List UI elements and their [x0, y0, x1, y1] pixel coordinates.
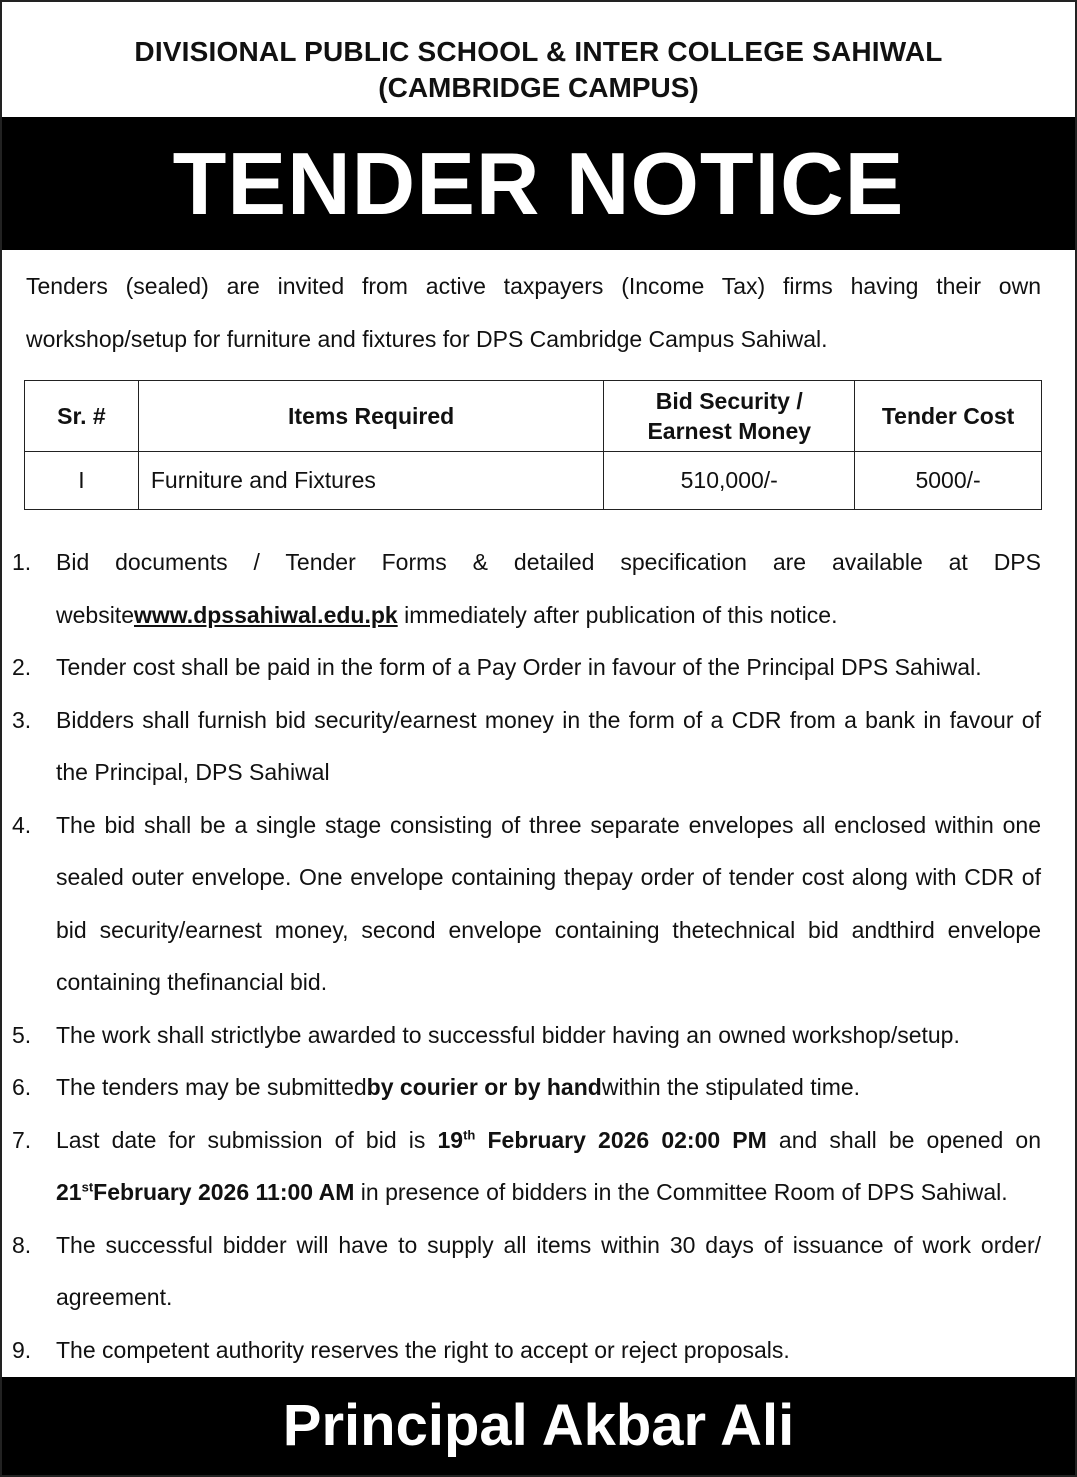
website-link[interactable]: www.dpssahiwal.edu.pk — [133, 601, 398, 628]
tender-table — [24, 380, 1042, 510]
condition-item — [12, 536, 1041, 641]
condition-text-part: The tenders may be submitted — [56, 1074, 367, 1100]
condition-text-part: Last date for submission of bid is — [56, 1126, 438, 1153]
condition-text: The bid shall be a single stage consisting of three separate envelopes all enclosed within one sealed outer envelope. One envelope containing thepay order of tender cost along with CDR of bid security/earnest money, second envelope containing thetechnical bid andthird envelope containing thefinancial bid. — [56, 811, 1041, 995]
deadline-rest: February 2026 02:00 PM — [475, 1126, 767, 1153]
condition-number: 3. — [12, 706, 32, 733]
school-name: DIVISIONAL PUBLIC SCHOOL & INTER COLLEGE SAHIWAL — [134, 36, 943, 67]
deadline-day: 19 — [437, 1126, 464, 1153]
condition-text — [56, 1114, 1041, 1219]
condition-text: The work shall strictlybe awarded to successful bidder having an owned workshop/setup. — [56, 1021, 960, 1048]
cell-bid-security: 510,000/- — [604, 452, 855, 510]
header-bid-line1: Bid Security / — [655, 388, 803, 414]
header-sr: Sr. # — [25, 381, 139, 452]
header-bid-line2: Earnest Money — [647, 418, 812, 444]
condition-number: 4. — [12, 811, 32, 838]
condition-item — [12, 694, 1041, 799]
opening-day: 21 — [56, 1179, 82, 1205]
condition-number: 7. — [12, 1126, 32, 1153]
condition-text-part: immediately after publication of this notice. — [397, 601, 838, 628]
condition-number: 6. — [12, 1074, 32, 1100]
submission-deadline — [437, 1127, 766, 1153]
cell-item: Furniture and Fixtures — [138, 452, 603, 510]
cell-tender-cost: 5000/- — [855, 452, 1042, 510]
condition-item — [12, 1009, 1041, 1062]
condition-text: Bidders shall furnish bid security/earnest money in the form of a CDR from a bank in favour of the Principal, DPS Sahiwal — [56, 706, 1041, 785]
header-tender-cost: Tender Cost — [855, 381, 1042, 452]
condition-text-part: within the stipulated time. — [601, 1074, 861, 1100]
condition-item — [12, 1324, 1041, 1377]
condition-text — [56, 1061, 1041, 1114]
condition-number: 2. — [12, 654, 32, 680]
condition-text: The competent authority reserves the right to accept or reject proposals. — [56, 1336, 790, 1363]
opening-day-suffix: st — [81, 1179, 94, 1195]
condition-item — [12, 799, 1041, 1009]
submission-method: by courier or by hand — [366, 1074, 602, 1100]
condition-item — [12, 1114, 1041, 1219]
campus-name: (CAMBRIDGE CAMPUS) — [378, 72, 699, 103]
table-header-row — [25, 381, 1042, 452]
condition-text-part: Bid documents / Tender Forms & detailed specification are available at DPS website — [56, 549, 1041, 628]
conditions-list — [2, 536, 1075, 1376]
condition-text-part: in presence of bidders in the Committee Room of DPS Sahiwal. — [354, 1179, 1008, 1205]
notice-header — [2, 2, 1075, 117]
header-items: Items Required — [138, 381, 603, 452]
condition-item — [12, 1061, 1041, 1114]
condition-number: 9. — [12, 1336, 32, 1363]
signature-bar: Principal Akbar Ali — [2, 1377, 1075, 1475]
notice-title: TENDER NOTICE — [2, 117, 1075, 250]
condition-item — [12, 641, 1041, 694]
opening-rest: February 2026 11:00 AM — [93, 1179, 355, 1205]
cell-sr: I — [25, 452, 139, 510]
condition-text — [56, 536, 1041, 641]
condition-number: 8. — [12, 1231, 32, 1258]
header-bid-security — [604, 381, 855, 452]
condition-number: 5. — [12, 1021, 32, 1048]
intro-paragraph: Tenders (sealed) are invited from active taxpayers (Income Tax) firms having their own workshop/setup for furniture and fixtures for DPS Cambridge Campus Sahiwal. — [26, 273, 1041, 352]
condition-number: 1. — [12, 549, 32, 575]
condition-item — [12, 1219, 1041, 1324]
condition-text: Tender cost shall be paid in the form of a Pay Order in favour of the Principal DPS Sahiwal. — [56, 654, 982, 680]
condition-text-part: and shall be opened on — [766, 1126, 1041, 1153]
opening-date — [56, 1179, 354, 1205]
condition-text: The successful bidder will have to supply all items within 30 days of issuance of work order/ agreement. — [56, 1231, 1041, 1310]
table-row — [25, 452, 1042, 510]
deadline-day-suffix: th — [463, 1126, 476, 1142]
